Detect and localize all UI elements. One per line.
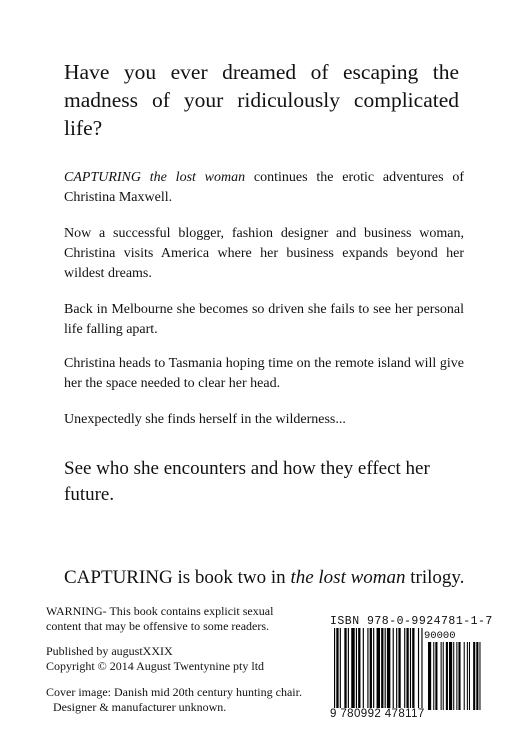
series-name: the lost woman <box>290 567 406 588</box>
blurb-paragraph-1 <box>64 168 464 208</box>
closing-line: See who she encounters and how they effect her future. <box>64 458 430 505</box>
barcode-addon-number: 90000 <box>424 630 456 642</box>
trilogy-statement <box>64 566 484 590</box>
book-title-italic: CAPTURING the lost woman <box>64 170 246 185</box>
trilogy-prefix: CAPTURING is book two in <box>64 567 291 588</box>
barcode-ean-number: 9 780992 478117 <box>330 708 425 720</box>
blurb-paragraph-2: Now a successful blogger, fashion designer and business woman, Christina visits America where her business expands beyond her wildest dreams. <box>64 226 464 281</box>
blurb-paragraph-4: Christina heads to Tasmania hoping time on the remote island will give her the space needed to clear her head. <box>64 356 464 391</box>
blurb-paragraph-5: Unexpectedly she finds herself in the wilderness... <box>64 412 346 427</box>
cover-credit-line-2: Designer & manufacturer unknown. <box>53 700 227 714</box>
blurb-paragraph-1-rest: continues the erotic adventures of Christina Maxwell. <box>64 170 464 205</box>
hook-question: Have you ever dreamed of escaping the madness of your ridiculously complicated life? <box>64 60 459 140</box>
warning-line-1: WARNING- This book contains explicit sexual <box>46 604 274 618</box>
isbn-label: ISBN 978-0-9924781-1-7 <box>330 615 493 628</box>
cover-credit-line-1: Cover image: Danish mid 20th century hunting chair. <box>46 685 302 699</box>
copyright: Copyright © 2014 August Twentynine pty ltd <box>46 659 265 673</box>
published-by: Published by augustXXIX <box>46 644 173 658</box>
barcode-icon <box>330 628 485 718</box>
warning-line-2: content that may be offensive to some readers. <box>46 619 270 633</box>
blurb-paragraph-3: Back in Melbourne she becomes so driven she fails to see her personal life falling apart. <box>64 302 464 337</box>
trilogy-suffix: trilogy. <box>405 567 465 588</box>
